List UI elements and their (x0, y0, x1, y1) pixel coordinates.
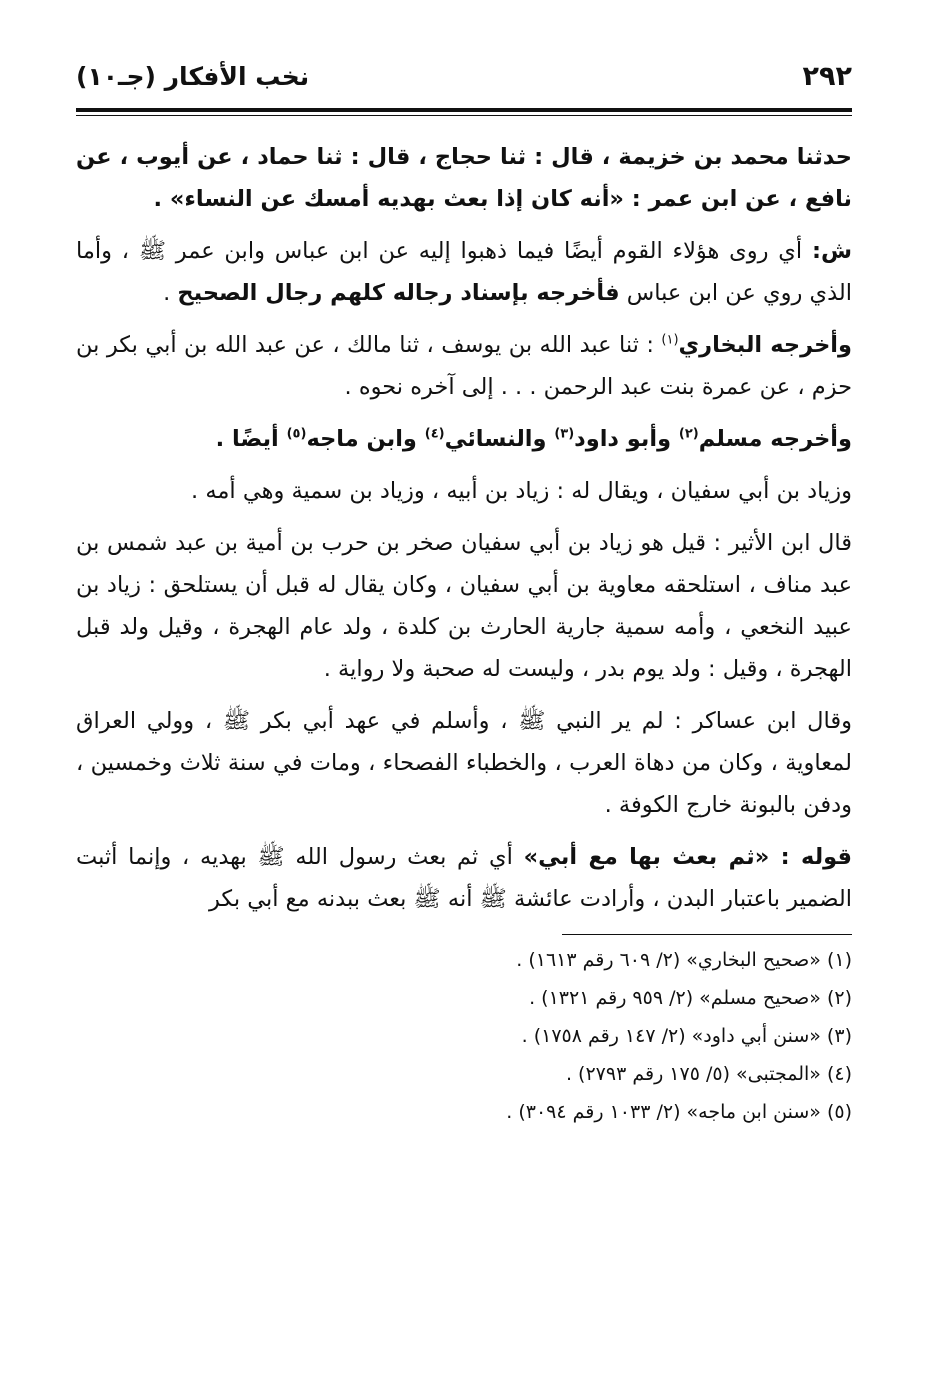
footnote-5: (٥) «سنن ابن ماجه» (٢/ ١٠٣٣ رقم ٣٠٩٤) . (506, 1101, 852, 1123)
footnote-ref-3[interactable]: (٣) (554, 426, 575, 442)
sharh-marker: ش: (811, 238, 852, 264)
page-number: ٢٩٢ (802, 61, 852, 92)
page-body (76, 136, 852, 920)
paragraph-ziyad-names: وزياد بن أبي سفيان ، ويقال له : زياد بن أبيه ، وزياد بن سمية وهي أمه . (191, 478, 852, 504)
paragraph-bukhari (76, 324, 852, 408)
footnote-1: (١) «صحيح البخاري» (٢/ ٦٠٩ رقم ١٦١٣) . (516, 949, 852, 971)
running-title: نخب الأفكار (جـ١٠) (76, 62, 310, 91)
footnote-ref-2[interactable]: (٢) (678, 426, 699, 442)
footnote-ref-1[interactable]: (١) (661, 332, 679, 348)
paragraph-ibn-asakir: وقال ابن عساكر : لم ير النبي ﷺ ، وأسلم في عهد أبي بكر ﷺ ، وولي العراق لمعاوية ، وكان من دهاة العرب ، والخطباء الفصحاء ، ومات في سنة ثلاث وخمسين ، ودفن بالبونة خارج الكوفة . (76, 708, 852, 818)
bukhari-lead: وأخرجه البخاري (678, 332, 852, 358)
nasai-label: والنسائي (444, 426, 555, 452)
hadith-quote: «أنه كان إذا بعث بهديه أمسك عن النساء» (169, 186, 624, 212)
sharh-end: . (163, 280, 178, 306)
ibnmajah-label: وابن ماجه (306, 426, 425, 452)
isnad-text: حدثنا محمد بن خزيمة ، قال : ثنا حجاج ، قال : ثنا حماد ، عن أيوب ، عن نافع ، عن ابن عمر : (76, 144, 852, 212)
footnotes-list (76, 941, 852, 1131)
sharh-text: أي روى هؤلاء القوم أيضًا فيما ذهبوا إليه عن ابن عباس وابن عمر ﷺ ، وأما الذي روي عن ابن عباس (76, 238, 852, 306)
qawluhu-lead: قوله : «ثم بعث بها مع أبي» (523, 844, 852, 870)
sharh-bold: فأخرجه بإسناد رجاله كلهم رجال الصحيح (177, 280, 620, 306)
paragraph-isnad (76, 136, 852, 220)
paragraph-qawluhu (76, 836, 852, 920)
footnote-ref-5[interactable]: (٥) (286, 426, 307, 442)
footnote-separator (562, 934, 852, 935)
bukhari-text: : ثنا عبد الله بن يوسف ، ثنا مالك ، عن عبد الله بن أبي بكر بن حزم ، عن عمرة بنت عبد الرحمن . . . إلى آخره نحوه . (76, 332, 852, 400)
book-page (76, 56, 852, 1356)
footnote-4: (٤) «المجتبى» (٥/ ١٧٥ رقم ٢٧٩٣) . (565, 1063, 852, 1085)
aydan-label: أيضًا . (215, 426, 287, 452)
header-rule (76, 108, 852, 116)
footnote-2: (٢) «صحيح مسلم» (٢/ ٩٥٩ رقم ١٣٢١) . (529, 987, 852, 1009)
paragraph-sharh (76, 230, 852, 314)
page-header (76, 56, 852, 96)
muslim-label: وأخرجه مسلم (698, 426, 852, 452)
footnote-3: (٣) «سنن أبي داود» (٢/ ١٤٧ رقم ١٧٥٨) . (521, 1025, 852, 1047)
qawluhu-text: أي ثم بعث رسول الله ﷺ بهديه ، وإنما أثبت الضمير باعتبار البدن ، وأرادت عائشة ﷺ أنه ﷺ بعث ببدنه مع أبي بكر (76, 844, 852, 912)
paragraph-ibn-athir: قال ابن الأثير : قيل هو زياد بن أبي سفيان صخر بن حرب بن أمية بن عبد شمس بن عبد مناف ، استلحقه معاوية بن أبي سفيان ، وكان يقال له قبل أن يستلحق : زياد بن عبيد النخعي ، وأمه سمية جارية الحارث بن كلدة ، ولد عام الهجرة ، وقيل ولد قبل الهجرة ، وقيل : ولد يوم بدر ، وليست له صحبة ولا رواية . (76, 530, 852, 682)
abudawud-label: وأبو داود (574, 426, 679, 452)
paragraph-other-sources (76, 418, 852, 460)
footnote-ref-4[interactable]: (٤) (424, 426, 445, 442)
isnad-end: . (153, 186, 170, 212)
